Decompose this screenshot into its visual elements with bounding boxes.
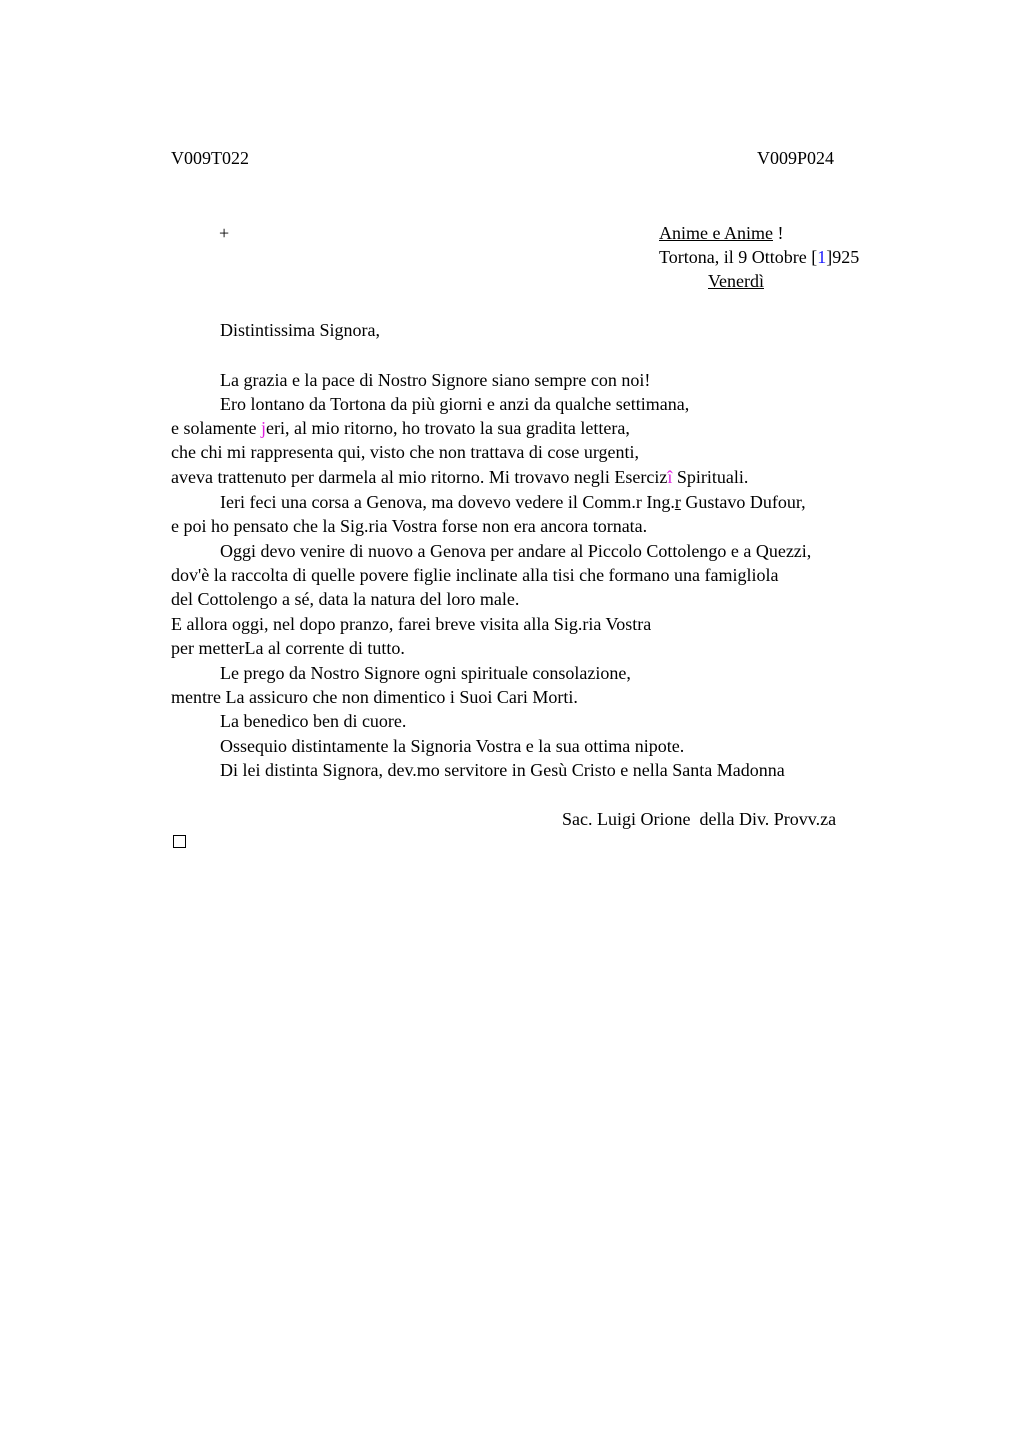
body-line-4: che chi mi rappresenta qui, visto che non trattava di cose urgenti, bbox=[171, 442, 640, 462]
weekday: Venerdì bbox=[708, 271, 764, 291]
signature: Sac. Luigi Orione della Div. Provv.za bbox=[562, 809, 837, 829]
body-line-7: e poi ho pensato che la Sig.ria Vostra forse non era ancora tornata. bbox=[171, 516, 648, 536]
left-code: V009T022 bbox=[171, 148, 249, 168]
magenta-letter: j bbox=[260, 418, 266, 438]
right-code: V009P024 bbox=[757, 148, 835, 168]
motto bbox=[659, 221, 783, 245]
text-segment: e solamente bbox=[171, 418, 261, 438]
body-line-3 bbox=[171, 416, 630, 440]
body-line-9: dov'è la raccolta di quelle povere figlie inclinate alla tisi che formano una famigliola bbox=[171, 565, 779, 585]
underlined-letter: r bbox=[674, 492, 681, 512]
body-line-1: La grazia e la pace di Nostro Signore siano sempre con noi! bbox=[220, 370, 651, 390]
text-segment: eri, al mio ritorno, ho trovato la sua gradita lettera, bbox=[265, 418, 630, 438]
motto-rest: ! bbox=[772, 223, 784, 243]
end-box-icon bbox=[173, 835, 186, 848]
dateline bbox=[659, 245, 859, 269]
body-line-5 bbox=[171, 465, 748, 489]
dateline-before: Tortona, il 9 Ottobre [ bbox=[659, 247, 818, 267]
magenta-letter: î bbox=[667, 467, 673, 487]
body-line-10: del Cottolengo a sé, data la natura del loro male. bbox=[171, 589, 520, 609]
text-segment: aveva trattenuto per darmela al mio ritorno. Mi trovavo negli Eserciz bbox=[171, 467, 668, 487]
body-line-17: Di lei distinta Signora, dev.mo servitore in Gesù Cristo e nella Santa Madonna bbox=[220, 760, 785, 780]
greeting: Distintissima Signora, bbox=[220, 320, 381, 340]
text-segment: Spirituali. bbox=[672, 467, 749, 487]
body-line-11: E allora oggi, nel dopo pranzo, farei breve visita alla Sig.ria Vostra bbox=[171, 614, 652, 634]
text-segment: Ieri feci una corsa a Genova, ma dovevo vedere il Comm.r Ing. bbox=[220, 492, 675, 512]
body-line-16: Ossequio distintamente la Signoria Vostra e la sua ottima nipote. bbox=[220, 736, 685, 756]
dateline-digit: 1 bbox=[817, 247, 827, 267]
cross-mark: + bbox=[219, 223, 230, 243]
text-segment: Gustavo Dufour, bbox=[680, 492, 806, 512]
body-line-14: mentre La assicuro che non dimentico i Suoi Cari Morti. bbox=[171, 687, 578, 707]
body-line-12: per metterLa al corrente di tutto. bbox=[171, 638, 405, 658]
motto-underlined: Anime e Anime bbox=[659, 223, 773, 243]
body-line-2: Ero lontano da Tortona da più giorni e anzi da qualche settimana, bbox=[220, 394, 690, 414]
body-line-13: Le prego da Nostro Signore ogni spirituale consolazione, bbox=[220, 663, 631, 683]
body-line-15: La benedico ben di cuore. bbox=[220, 711, 407, 731]
body-line-8: Oggi devo venire di nuovo a Genova per andare al Piccolo Cottolengo e a Quezzi, bbox=[220, 541, 812, 561]
body-line-6 bbox=[220, 490, 806, 514]
dateline-after: ]925 bbox=[826, 247, 860, 267]
